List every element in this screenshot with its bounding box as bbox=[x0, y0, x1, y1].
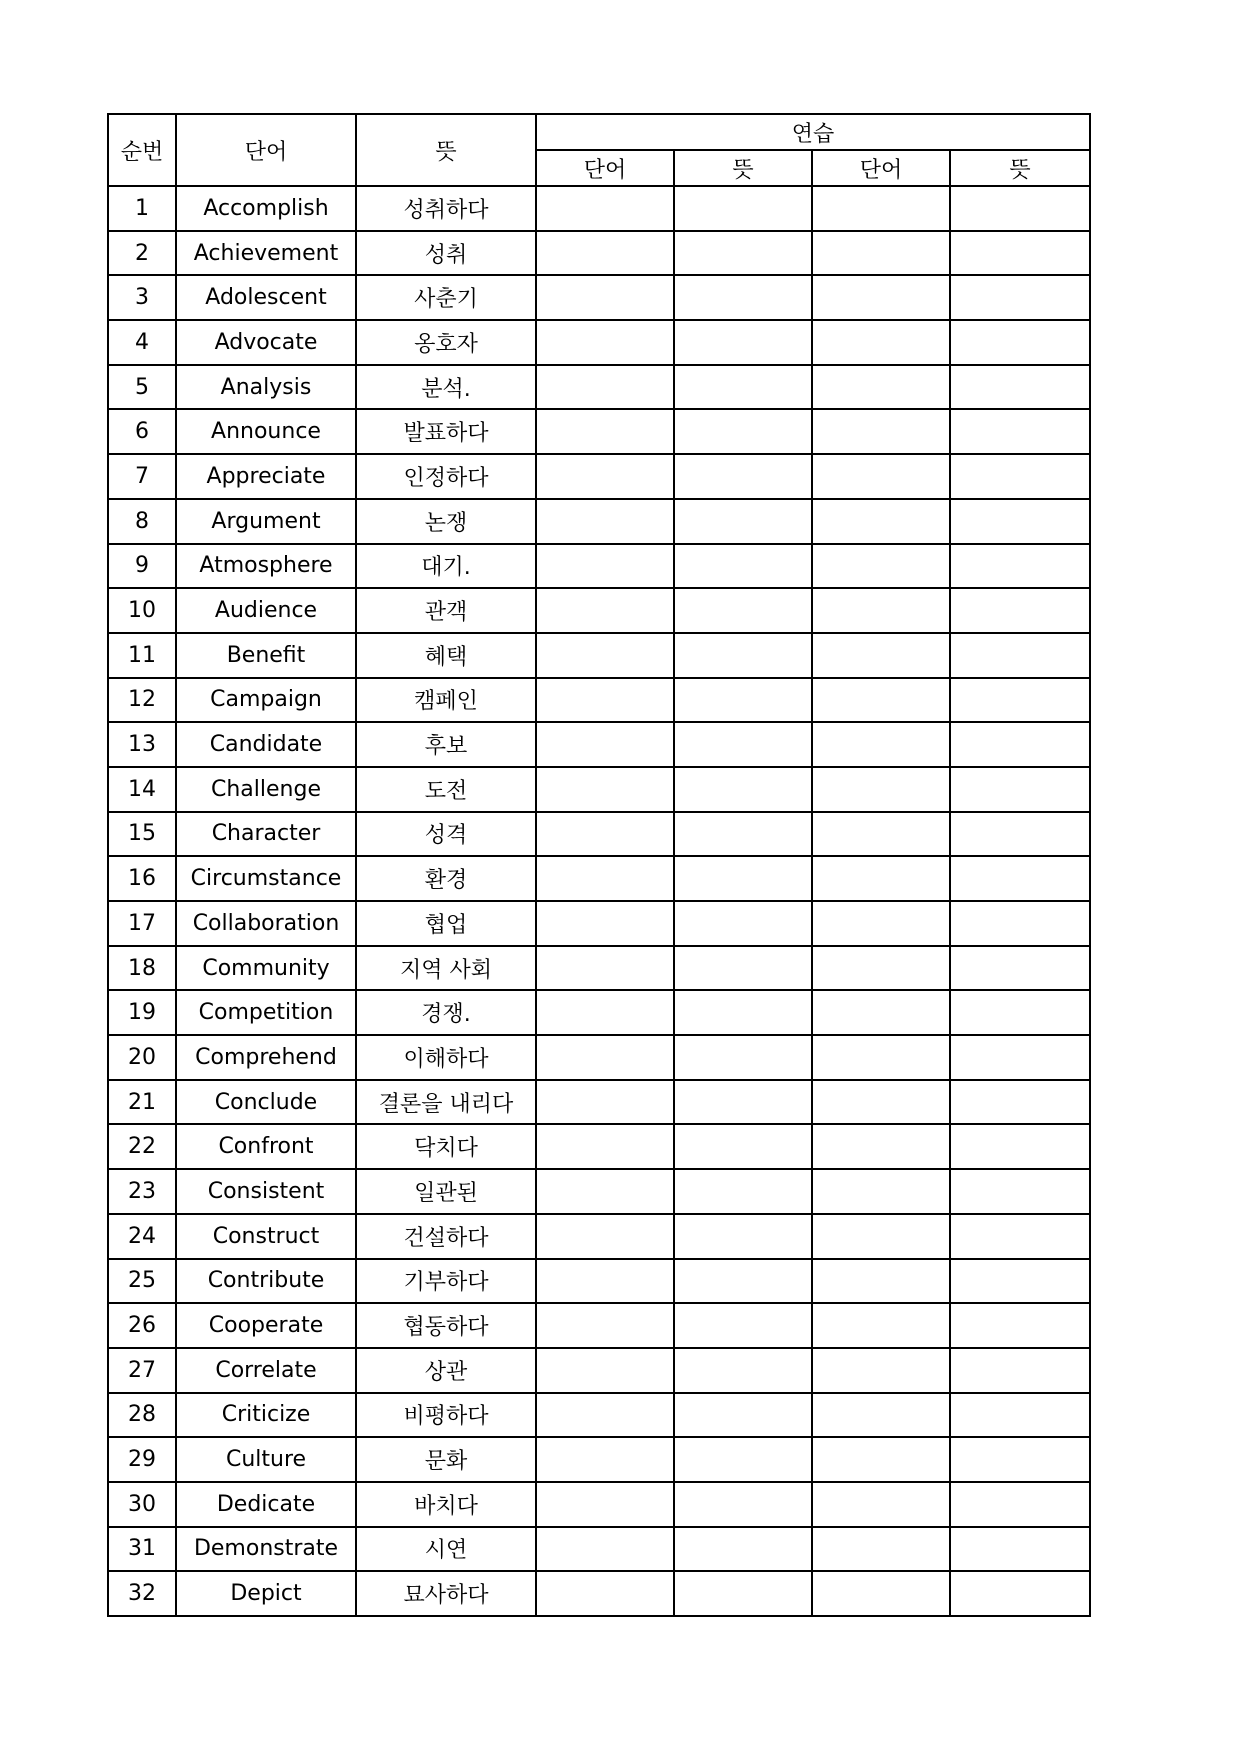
row-number: 25 bbox=[108, 1259, 176, 1304]
row-meaning: 문화 bbox=[356, 1437, 536, 1482]
practice-word-1-cell[interactable] bbox=[536, 856, 674, 901]
practice-word-2-cell[interactable] bbox=[812, 588, 950, 633]
row-number: 26 bbox=[108, 1303, 176, 1348]
row-word: Circumstance bbox=[176, 856, 356, 901]
practice-word-1-cell[interactable] bbox=[536, 1527, 674, 1572]
row-word: Confront bbox=[176, 1124, 356, 1169]
row-meaning: 옹호자 bbox=[356, 320, 536, 365]
row-word: Analysis bbox=[176, 365, 356, 410]
row-meaning: 후보 bbox=[356, 722, 536, 767]
practice-word-1-cell[interactable] bbox=[536, 767, 674, 812]
row-word: Dedicate bbox=[176, 1482, 356, 1527]
table-row bbox=[108, 990, 1090, 1035]
practice-meaning-1-cell[interactable] bbox=[674, 722, 812, 767]
practice-word-1-cell[interactable] bbox=[536, 722, 674, 767]
row-meaning: 협동하다 bbox=[356, 1303, 536, 1348]
row-number: 2 bbox=[108, 231, 176, 276]
table-row bbox=[108, 1348, 1090, 1393]
practice-meaning-1-cell[interactable] bbox=[674, 409, 812, 454]
table-row bbox=[108, 678, 1090, 723]
practice-meaning-1-cell[interactable] bbox=[674, 1080, 812, 1125]
table-row bbox=[108, 544, 1090, 589]
row-number: 21 bbox=[108, 1080, 176, 1125]
practice-meaning-1-cell[interactable] bbox=[674, 544, 812, 589]
row-meaning: 기부하다 bbox=[356, 1259, 536, 1304]
practice-word-2-cell[interactable] bbox=[812, 275, 950, 320]
practice-meaning-2-cell[interactable] bbox=[950, 1259, 1090, 1304]
table-row bbox=[108, 275, 1090, 320]
row-number: 22 bbox=[108, 1124, 176, 1169]
header-practice: 연습 bbox=[536, 114, 1090, 150]
practice-word-2-cell[interactable] bbox=[812, 320, 950, 365]
row-word: Announce bbox=[176, 409, 356, 454]
row-number: 12 bbox=[108, 678, 176, 723]
row-meaning: 혜택 bbox=[356, 633, 536, 678]
practice-meaning-1-cell[interactable] bbox=[674, 588, 812, 633]
row-meaning: 대기. bbox=[356, 544, 536, 589]
practice-word-1-cell[interactable] bbox=[536, 946, 674, 991]
row-word: Character bbox=[176, 812, 356, 857]
practice-word-2-cell[interactable] bbox=[812, 1527, 950, 1572]
practice-meaning-1-cell[interactable] bbox=[674, 1482, 812, 1527]
row-word: Campaign bbox=[176, 678, 356, 723]
row-number: 5 bbox=[108, 365, 176, 410]
practice-meaning-2-cell[interactable] bbox=[950, 1303, 1090, 1348]
practice-word-2-cell[interactable] bbox=[812, 1393, 950, 1438]
practice-meaning-1-cell[interactable] bbox=[674, 365, 812, 410]
row-number: 7 bbox=[108, 454, 176, 499]
row-number: 17 bbox=[108, 901, 176, 946]
practice-word-1-cell[interactable] bbox=[536, 812, 674, 857]
practice-word-1-cell[interactable] bbox=[536, 454, 674, 499]
row-meaning: 사춘기 bbox=[356, 275, 536, 320]
practice-word-1-cell[interactable] bbox=[536, 1259, 674, 1304]
row-word: Atmosphere bbox=[176, 544, 356, 589]
table-row bbox=[108, 1527, 1090, 1572]
practice-word-2-cell[interactable] bbox=[812, 678, 950, 723]
row-word: Consistent bbox=[176, 1169, 356, 1214]
header-practice-meaning-1: 뜻 bbox=[674, 150, 812, 186]
table-row bbox=[108, 320, 1090, 365]
row-number: 6 bbox=[108, 409, 176, 454]
practice-meaning-1-cell[interactable] bbox=[674, 678, 812, 723]
practice-meaning-1-cell[interactable] bbox=[674, 186, 812, 231]
practice-word-2-cell[interactable] bbox=[812, 499, 950, 544]
practice-word-1-cell[interactable] bbox=[536, 275, 674, 320]
row-meaning: 성취 bbox=[356, 231, 536, 276]
practice-meaning-2-cell[interactable] bbox=[950, 1393, 1090, 1438]
practice-word-2-cell[interactable] bbox=[812, 365, 950, 410]
table-row bbox=[108, 409, 1090, 454]
row-word: Competition bbox=[176, 990, 356, 1035]
practice-meaning-2-cell[interactable] bbox=[950, 722, 1090, 767]
table-row bbox=[108, 767, 1090, 812]
row-number: 10 bbox=[108, 588, 176, 633]
table-row bbox=[108, 1259, 1090, 1304]
row-word: Challenge bbox=[176, 767, 356, 812]
practice-meaning-2-cell[interactable] bbox=[950, 1571, 1090, 1616]
practice-word-2-cell[interactable] bbox=[812, 231, 950, 276]
practice-meaning-1-cell[interactable] bbox=[674, 1169, 812, 1214]
table-row bbox=[108, 231, 1090, 276]
row-meaning: 상관 bbox=[356, 1348, 536, 1393]
row-number: 3 bbox=[108, 275, 176, 320]
row-meaning: 바치다 bbox=[356, 1482, 536, 1527]
practice-meaning-2-cell[interactable] bbox=[950, 499, 1090, 544]
practice-meaning-2-cell[interactable] bbox=[950, 1527, 1090, 1572]
table-row bbox=[108, 588, 1090, 633]
practice-word-2-cell[interactable] bbox=[812, 946, 950, 991]
practice-word-2-cell[interactable] bbox=[812, 409, 950, 454]
row-number: 14 bbox=[108, 767, 176, 812]
row-meaning: 묘사하다 bbox=[356, 1571, 536, 1616]
table-row bbox=[108, 1393, 1090, 1438]
practice-word-1-cell[interactable] bbox=[536, 544, 674, 589]
table-row bbox=[108, 633, 1090, 678]
practice-word-2-cell[interactable] bbox=[812, 1303, 950, 1348]
practice-word-1-cell[interactable] bbox=[536, 1393, 674, 1438]
practice-word-2-cell[interactable] bbox=[812, 1437, 950, 1482]
row-number: 15 bbox=[108, 812, 176, 857]
practice-word-1-cell[interactable] bbox=[536, 186, 674, 231]
row-number: 9 bbox=[108, 544, 176, 589]
practice-word-2-cell[interactable] bbox=[812, 1571, 950, 1616]
row-number: 24 bbox=[108, 1214, 176, 1259]
row-word: Collaboration bbox=[176, 901, 356, 946]
practice-meaning-1-cell[interactable] bbox=[674, 990, 812, 1035]
practice-word-1-cell[interactable] bbox=[536, 409, 674, 454]
practice-word-1-cell[interactable] bbox=[536, 1437, 674, 1482]
row-number: 11 bbox=[108, 633, 176, 678]
row-word: Cooperate bbox=[176, 1303, 356, 1348]
practice-meaning-2-cell[interactable] bbox=[950, 633, 1090, 678]
practice-word-1-cell[interactable] bbox=[536, 1482, 674, 1527]
row-meaning: 관객 bbox=[356, 588, 536, 633]
table-row bbox=[108, 1214, 1090, 1259]
practice-word-2-cell[interactable] bbox=[812, 1080, 950, 1125]
practice-meaning-2-cell[interactable] bbox=[950, 320, 1090, 365]
table-row bbox=[108, 1169, 1090, 1214]
table-row bbox=[108, 186, 1090, 231]
practice-meaning-1-cell[interactable] bbox=[674, 767, 812, 812]
row-word: Adolescent bbox=[176, 275, 356, 320]
practice-meaning-2-cell[interactable] bbox=[950, 1214, 1090, 1259]
row-meaning: 환경 bbox=[356, 856, 536, 901]
header-num: 순번 bbox=[108, 114, 176, 186]
row-meaning: 분석. bbox=[356, 365, 536, 410]
practice-meaning-1-cell[interactable] bbox=[674, 1393, 812, 1438]
table-row bbox=[108, 1035, 1090, 1080]
row-number: 13 bbox=[108, 722, 176, 767]
practice-meaning-1-cell[interactable] bbox=[674, 1259, 812, 1304]
row-meaning: 결론을 내리다 bbox=[356, 1080, 536, 1125]
practice-word-2-cell[interactable] bbox=[812, 901, 950, 946]
row-number: 18 bbox=[108, 946, 176, 991]
practice-meaning-1-cell[interactable] bbox=[674, 1124, 812, 1169]
table-row bbox=[108, 812, 1090, 857]
practice-word-1-cell[interactable] bbox=[536, 365, 674, 410]
row-word: Criticize bbox=[176, 1393, 356, 1438]
practice-word-2-cell[interactable] bbox=[812, 1214, 950, 1259]
practice-meaning-1-cell[interactable] bbox=[674, 812, 812, 857]
practice-word-2-cell[interactable] bbox=[812, 767, 950, 812]
row-word: Conclude bbox=[176, 1080, 356, 1125]
table-row bbox=[108, 1080, 1090, 1125]
table-row bbox=[108, 901, 1090, 946]
table-row bbox=[108, 365, 1090, 410]
row-word: Demonstrate bbox=[176, 1527, 356, 1572]
practice-word-1-cell[interactable] bbox=[536, 990, 674, 1035]
practice-word-1-cell[interactable] bbox=[536, 1348, 674, 1393]
practice-meaning-1-cell[interactable] bbox=[674, 275, 812, 320]
row-number: 23 bbox=[108, 1169, 176, 1214]
row-number: 29 bbox=[108, 1437, 176, 1482]
practice-word-1-cell[interactable] bbox=[536, 1571, 674, 1616]
practice-word-1-cell[interactable] bbox=[536, 1035, 674, 1080]
row-meaning: 캠페인 bbox=[356, 678, 536, 723]
header-meaning: 뜻 bbox=[356, 114, 536, 186]
practice-meaning-2-cell[interactable] bbox=[950, 1080, 1090, 1125]
practice-word-1-cell[interactable] bbox=[536, 588, 674, 633]
practice-word-1-cell[interactable] bbox=[536, 1303, 674, 1348]
row-meaning: 경쟁. bbox=[356, 990, 536, 1035]
row-meaning: 시연 bbox=[356, 1527, 536, 1572]
row-meaning: 일관된 bbox=[356, 1169, 536, 1214]
practice-meaning-2-cell[interactable] bbox=[950, 990, 1090, 1035]
row-meaning: 건설하다 bbox=[356, 1214, 536, 1259]
header-word: 단어 bbox=[176, 114, 356, 186]
practice-word-1-cell[interactable] bbox=[536, 320, 674, 365]
practice-meaning-2-cell[interactable] bbox=[950, 856, 1090, 901]
row-meaning: 이해하다 bbox=[356, 1035, 536, 1080]
practice-word-2-cell[interactable] bbox=[812, 812, 950, 857]
practice-meaning-1-cell[interactable] bbox=[674, 856, 812, 901]
vocabulary-table bbox=[107, 113, 1091, 1617]
row-meaning: 논쟁 bbox=[356, 499, 536, 544]
practice-meaning-2-cell[interactable] bbox=[950, 275, 1090, 320]
header-practice-meaning-2: 뜻 bbox=[950, 150, 1090, 186]
row-word: Achievement bbox=[176, 231, 356, 276]
header-practice-word-1: 단어 bbox=[536, 150, 674, 186]
practice-meaning-2-cell[interactable] bbox=[950, 365, 1090, 410]
practice-meaning-2-cell[interactable] bbox=[950, 1482, 1090, 1527]
practice-word-2-cell[interactable] bbox=[812, 1169, 950, 1214]
practice-meaning-1-cell[interactable] bbox=[674, 231, 812, 276]
practice-meaning-2-cell[interactable] bbox=[950, 901, 1090, 946]
row-word: Community bbox=[176, 946, 356, 991]
table-row bbox=[108, 1124, 1090, 1169]
practice-word-1-cell[interactable] bbox=[536, 1169, 674, 1214]
practice-meaning-1-cell[interactable] bbox=[674, 320, 812, 365]
row-meaning: 닥치다 bbox=[356, 1124, 536, 1169]
practice-word-2-cell[interactable] bbox=[812, 722, 950, 767]
row-word: Construct bbox=[176, 1214, 356, 1259]
practice-word-1-cell[interactable] bbox=[536, 901, 674, 946]
practice-word-1-cell[interactable] bbox=[536, 633, 674, 678]
row-number: 4 bbox=[108, 320, 176, 365]
practice-meaning-1-cell[interactable] bbox=[674, 1348, 812, 1393]
table-header bbox=[108, 114, 1090, 186]
row-word: Correlate bbox=[176, 1348, 356, 1393]
row-number: 32 bbox=[108, 1571, 176, 1616]
practice-word-1-cell[interactable] bbox=[536, 1080, 674, 1125]
practice-meaning-2-cell[interactable] bbox=[950, 231, 1090, 276]
row-word: Depict bbox=[176, 1571, 356, 1616]
row-meaning: 도전 bbox=[356, 767, 536, 812]
row-word: Comprehend bbox=[176, 1035, 356, 1080]
table-row bbox=[108, 1482, 1090, 1527]
practice-meaning-2-cell[interactable] bbox=[950, 544, 1090, 589]
row-word: Culture bbox=[176, 1437, 356, 1482]
table-row bbox=[108, 499, 1090, 544]
practice-meaning-1-cell[interactable] bbox=[674, 1303, 812, 1348]
practice-meaning-1-cell[interactable] bbox=[674, 1437, 812, 1482]
practice-word-2-cell[interactable] bbox=[812, 1348, 950, 1393]
row-meaning: 성격 bbox=[356, 812, 536, 857]
practice-meaning-2-cell[interactable] bbox=[950, 588, 1090, 633]
row-number: 30 bbox=[108, 1482, 176, 1527]
row-meaning: 비평하다 bbox=[356, 1393, 536, 1438]
practice-meaning-1-cell[interactable] bbox=[674, 1527, 812, 1572]
row-word: Candidate bbox=[176, 722, 356, 767]
practice-meaning-1-cell[interactable] bbox=[674, 1214, 812, 1259]
row-word: Audience bbox=[176, 588, 356, 633]
row-number: 20 bbox=[108, 1035, 176, 1080]
practice-word-1-cell[interactable] bbox=[536, 678, 674, 723]
row-number: 1 bbox=[108, 186, 176, 231]
practice-meaning-2-cell[interactable] bbox=[950, 186, 1090, 231]
practice-meaning-2-cell[interactable] bbox=[950, 1437, 1090, 1482]
row-number: 16 bbox=[108, 856, 176, 901]
practice-word-2-cell[interactable] bbox=[812, 856, 950, 901]
row-number: 19 bbox=[108, 990, 176, 1035]
practice-meaning-2-cell[interactable] bbox=[950, 678, 1090, 723]
row-word: Benefit bbox=[176, 633, 356, 678]
row-number: 28 bbox=[108, 1393, 176, 1438]
table-row bbox=[108, 722, 1090, 767]
practice-word-2-cell[interactable] bbox=[812, 454, 950, 499]
practice-meaning-1-cell[interactable] bbox=[674, 946, 812, 991]
practice-meaning-2-cell[interactable] bbox=[950, 409, 1090, 454]
table-row bbox=[108, 856, 1090, 901]
table-body bbox=[108, 186, 1090, 1616]
row-word: Advocate bbox=[176, 320, 356, 365]
practice-meaning-1-cell[interactable] bbox=[674, 901, 812, 946]
row-number: 31 bbox=[108, 1527, 176, 1572]
practice-meaning-1-cell[interactable] bbox=[674, 499, 812, 544]
practice-meaning-2-cell[interactable] bbox=[950, 1124, 1090, 1169]
practice-word-2-cell[interactable] bbox=[812, 1482, 950, 1527]
practice-word-2-cell[interactable] bbox=[812, 633, 950, 678]
row-meaning: 지역 사회 bbox=[356, 946, 536, 991]
row-number: 8 bbox=[108, 499, 176, 544]
practice-word-1-cell[interactable] bbox=[536, 1124, 674, 1169]
practice-meaning-2-cell[interactable] bbox=[950, 812, 1090, 857]
practice-meaning-1-cell[interactable] bbox=[674, 1571, 812, 1616]
table-row bbox=[108, 946, 1090, 991]
practice-word-2-cell[interactable] bbox=[812, 186, 950, 231]
row-word: Accomplish bbox=[176, 186, 356, 231]
practice-word-2-cell[interactable] bbox=[812, 544, 950, 589]
table-row bbox=[108, 1437, 1090, 1482]
practice-meaning-2-cell[interactable] bbox=[950, 946, 1090, 991]
practice-meaning-1-cell[interactable] bbox=[674, 1035, 812, 1080]
practice-word-2-cell[interactable] bbox=[812, 1259, 950, 1304]
table-row bbox=[108, 1303, 1090, 1348]
practice-word-2-cell[interactable] bbox=[812, 1035, 950, 1080]
row-meaning: 인정하다 bbox=[356, 454, 536, 499]
table-row bbox=[108, 1571, 1090, 1616]
practice-word-1-cell[interactable] bbox=[536, 1214, 674, 1259]
row-meaning: 발표하다 bbox=[356, 409, 536, 454]
practice-word-1-cell[interactable] bbox=[536, 499, 674, 544]
practice-meaning-1-cell[interactable] bbox=[674, 633, 812, 678]
practice-meaning-1-cell[interactable] bbox=[674, 454, 812, 499]
practice-meaning-2-cell[interactable] bbox=[950, 1035, 1090, 1080]
row-meaning: 성취하다 bbox=[356, 186, 536, 231]
practice-meaning-2-cell[interactable] bbox=[950, 454, 1090, 499]
practice-word-1-cell[interactable] bbox=[536, 231, 674, 276]
practice-meaning-2-cell[interactable] bbox=[950, 1348, 1090, 1393]
practice-word-2-cell[interactable] bbox=[812, 990, 950, 1035]
practice-word-2-cell[interactable] bbox=[812, 1124, 950, 1169]
row-word: Argument bbox=[176, 499, 356, 544]
row-word: Contribute bbox=[176, 1259, 356, 1304]
row-word: Appreciate bbox=[176, 454, 356, 499]
row-number: 27 bbox=[108, 1348, 176, 1393]
table-row bbox=[108, 454, 1090, 499]
practice-meaning-2-cell[interactable] bbox=[950, 1169, 1090, 1214]
practice-meaning-2-cell[interactable] bbox=[950, 767, 1090, 812]
row-meaning: 협업 bbox=[356, 901, 536, 946]
header-practice-word-2: 단어 bbox=[812, 150, 950, 186]
